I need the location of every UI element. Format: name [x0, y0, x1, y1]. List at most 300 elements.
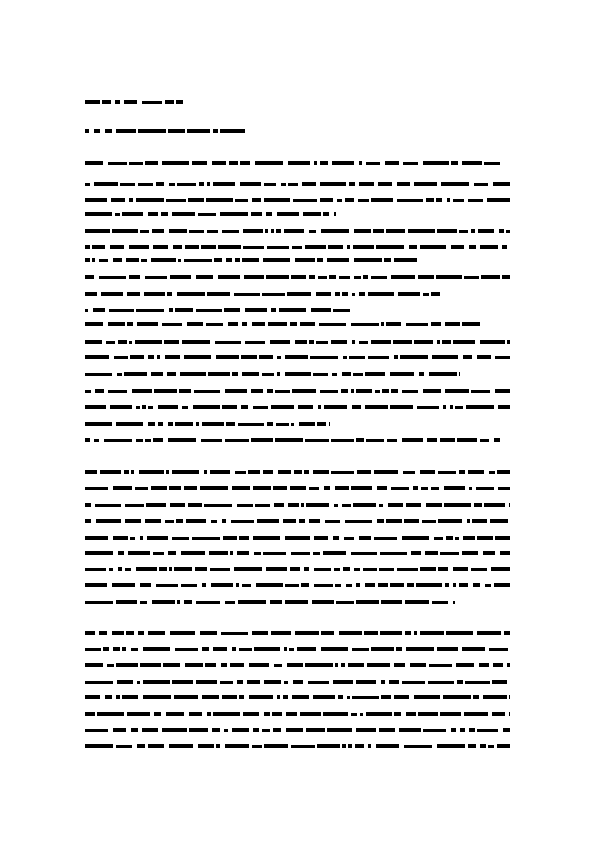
text-glyph-run [432, 355, 458, 359]
text-glyph-run [148, 631, 165, 635]
text-glyph-run [92, 258, 95, 262]
text-glyph-run [286, 728, 303, 732]
text-glyph-run [145, 519, 161, 523]
text-glyph-run [451, 728, 456, 732]
text-glyph-run [418, 712, 438, 716]
text-line [85, 551, 510, 555]
text-glyph-run [341, 389, 348, 393]
text-glyph-run [95, 389, 104, 393]
text-glyph-run [339, 631, 362, 635]
text-glyph-run [218, 245, 241, 249]
text-line [85, 647, 510, 651]
text-glyph-run [249, 663, 269, 667]
text-glyph-run [253, 406, 268, 409]
text-glyph-run [124, 470, 129, 474]
text-glyph-run [271, 405, 294, 409]
text-glyph-run [313, 470, 329, 474]
text-glyph-run [507, 340, 510, 344]
text-glyph-run [331, 471, 354, 474]
text-glyph-run [320, 198, 333, 202]
text-glyph-run [238, 600, 266, 604]
text-glyph-run [428, 681, 454, 684]
text-glyph-run [423, 729, 446, 732]
text-glyph-run [265, 229, 268, 233]
text-glyph-run [188, 198, 204, 202]
text-glyph-run [240, 161, 250, 165]
text-glyph-run [403, 471, 415, 474]
text-glyph-run [393, 340, 412, 344]
text-glyph-run [320, 182, 346, 186]
text-glyph-run [473, 583, 480, 587]
text-glyph-run [429, 664, 452, 667]
text-glyph-run [327, 728, 352, 732]
text-glyph-run [484, 162, 500, 165]
text-glyph-run [85, 212, 112, 216]
text-glyph-run [305, 245, 326, 249]
text-glyph-run [202, 422, 224, 426]
text-glyph-run [232, 647, 236, 651]
text-line [85, 198, 510, 202]
text-glyph-run [481, 275, 500, 279]
text-glyph-run [175, 422, 193, 426]
text-glyph-run [356, 583, 360, 587]
text-glyph-run [453, 340, 475, 344]
text-glyph-run [316, 292, 331, 296]
text-glyph-run [105, 129, 112, 133]
text-glyph-run [85, 355, 109, 359]
text-glyph-run [414, 182, 437, 186]
text-glyph-run [455, 406, 463, 409]
text-glyph-run [406, 503, 421, 507]
text-glyph-run [94, 182, 118, 186]
text-glyph-run [174, 567, 192, 571]
text-glyph-run [164, 340, 179, 344]
text-glyph-run [323, 551, 346, 555]
text-glyph-run [168, 129, 185, 133]
text-glyph-run [196, 309, 222, 312]
text-glyph-run [376, 245, 404, 249]
text-glyph-run [371, 647, 394, 651]
text-glyph-run [145, 439, 151, 442]
text-glyph-run [113, 486, 132, 490]
text-glyph-run [117, 680, 133, 684]
text-glyph-run [85, 340, 102, 344]
text-glyph-run [177, 183, 196, 186]
text-glyph-run [334, 568, 340, 571]
text-glyph-run [126, 631, 134, 635]
text-glyph-run [140, 601, 147, 604]
text-glyph-run [301, 503, 304, 507]
text-glyph-run [85, 487, 108, 490]
text-glyph-run [216, 744, 220, 748]
text-line [85, 695, 510, 699]
text-glyph-run [162, 728, 187, 732]
text-glyph-run [142, 405, 146, 409]
text-glyph-run [349, 356, 365, 359]
text-glyph-run [338, 695, 343, 699]
text-glyph-run [129, 245, 149, 249]
text-glyph-run [286, 712, 297, 716]
text-glyph-run [301, 583, 309, 587]
text-glyph-run [136, 309, 164, 312]
text-glyph-run [465, 681, 490, 684]
text-glyph-run [423, 161, 449, 165]
text-glyph-run [317, 258, 323, 262]
text-glyph-run [140, 536, 143, 540]
text-glyph-run [181, 584, 197, 587]
text-glyph-run [176, 519, 183, 523]
text-glyph-run [480, 744, 486, 748]
text-glyph-run [342, 504, 351, 507]
text-glyph-run [386, 519, 402, 523]
text-glyph-run [359, 536, 371, 540]
text-glyph-run [358, 199, 369, 202]
text-glyph-run [432, 601, 448, 604]
text-glyph-run [220, 681, 233, 684]
text-glyph-run [390, 372, 414, 376]
text-glyph-run [85, 322, 103, 326]
text-glyph-run [363, 568, 377, 571]
text-line [85, 100, 183, 104]
text-glyph-run [148, 355, 154, 359]
text-glyph-run [263, 470, 273, 474]
text-glyph-run [420, 631, 444, 635]
text-glyph-run [342, 744, 346, 748]
text-glyph-run [408, 229, 435, 233]
text-glyph-run [170, 503, 185, 507]
text-glyph-run [94, 439, 99, 442]
text-glyph-run [366, 162, 380, 165]
text-glyph-run [498, 405, 510, 409]
text-line [85, 712, 510, 716]
text-glyph-run [285, 372, 311, 376]
text-glyph-run [239, 536, 249, 540]
text-glyph-run [356, 600, 379, 604]
text-glyph-run [224, 729, 228, 732]
text-glyph-run [384, 258, 391, 262]
text-glyph-run [376, 744, 399, 748]
text-glyph-run [143, 695, 171, 699]
text-glyph-run [284, 681, 288, 684]
text-glyph-run [373, 229, 384, 233]
text-glyph-run [321, 631, 334, 635]
text-line [85, 680, 510, 684]
text-glyph-run [129, 198, 133, 202]
text-glyph-run [213, 129, 218, 133]
text-glyph-run [386, 229, 405, 233]
text-glyph-run [230, 663, 244, 667]
text-glyph-run [224, 308, 240, 312]
text-glyph-run [397, 199, 423, 202]
text-glyph-run [420, 245, 446, 249]
text-glyph-run [166, 712, 184, 716]
text-glyph-run [225, 744, 249, 748]
text-glyph-run [192, 161, 207, 165]
text-glyph-run [356, 728, 376, 732]
text-glyph-run [186, 519, 206, 523]
text-glyph-run [462, 322, 480, 326]
text-glyph-run [161, 212, 168, 216]
text-glyph-run [497, 470, 510, 474]
text-glyph-run [335, 584, 341, 587]
text-glyph-run [85, 161, 103, 165]
text-glyph-run [302, 182, 316, 186]
text-glyph-run [118, 567, 122, 571]
text-glyph-run [288, 503, 299, 507]
text-glyph-run [216, 355, 239, 359]
text-glyph-run [185, 663, 203, 667]
text-glyph-run [457, 680, 463, 684]
text-glyph-run [249, 695, 273, 699]
text-glyph-run [85, 183, 90, 186]
text-glyph-run [375, 390, 380, 393]
text-glyph-run [262, 373, 274, 376]
text-glyph-run [257, 519, 279, 523]
text-glyph-run [483, 551, 495, 555]
text-glyph-run [112, 229, 138, 233]
text-glyph-run [509, 712, 510, 716]
text-glyph-run [274, 503, 284, 507]
text-glyph-run [184, 355, 211, 359]
text-glyph-run [137, 322, 158, 326]
text-glyph-run [195, 567, 207, 571]
text-glyph-run [255, 504, 270, 507]
text-glyph-run [334, 504, 338, 507]
text-glyph-run [85, 568, 106, 571]
text-glyph-run [291, 423, 294, 426]
text-glyph-run [353, 373, 363, 376]
text-glyph-run [139, 470, 164, 474]
text-glyph-run [109, 568, 113, 571]
text-glyph-run [200, 631, 217, 635]
text-glyph-run [334, 212, 336, 216]
text-glyph-run [215, 341, 241, 344]
text-glyph-run [308, 681, 329, 684]
text-glyph-run [485, 584, 491, 587]
text-glyph-run [469, 728, 475, 732]
text-glyph-run [379, 504, 383, 507]
text-glyph-run [313, 552, 320, 555]
text-line [85, 322, 480, 326]
text-line [85, 503, 510, 507]
text-glyph-run [359, 292, 365, 296]
text-glyph-run [85, 503, 91, 507]
text-glyph-run [356, 680, 376, 684]
text-glyph-run [237, 551, 249, 555]
text-glyph-run [333, 309, 350, 312]
text-glyph-run [347, 696, 350, 699]
text-glyph-run [131, 728, 138, 732]
text-glyph-run [323, 212, 329, 216]
text-glyph-run [371, 340, 391, 344]
text-glyph-run [85, 100, 100, 104]
text-glyph-run [311, 308, 331, 312]
text-glyph-run [440, 552, 459, 555]
text-glyph-run [487, 198, 510, 202]
text-glyph-run [120, 183, 135, 186]
text-glyph-run [493, 663, 503, 667]
text-glyph-run [253, 486, 271, 490]
text-glyph-run [242, 322, 247, 326]
text-glyph-run [445, 389, 469, 393]
text-glyph-run [169, 567, 172, 571]
text-glyph-run [274, 664, 282, 667]
text-glyph-run [292, 695, 309, 699]
text-glyph-run [153, 552, 164, 555]
text-glyph-run [245, 341, 265, 344]
text-glyph-run [422, 520, 436, 523]
text-glyph-run [212, 728, 220, 732]
text-glyph-run [437, 340, 440, 344]
text-glyph-run [237, 504, 253, 507]
text-glyph-run [425, 551, 438, 555]
text-glyph-run [459, 230, 468, 233]
text-glyph-run [136, 567, 157, 571]
text-glyph-run [103, 647, 109, 651]
text-glyph-run [394, 695, 409, 699]
text-glyph-run [125, 568, 131, 571]
text-glyph-run [357, 470, 371, 474]
text-glyph-run [366, 712, 392, 716]
text-glyph-run [464, 712, 488, 716]
text-glyph-run [264, 680, 281, 684]
text-line [85, 182, 510, 186]
text-glyph-run [110, 245, 124, 249]
text-glyph-run [434, 537, 443, 540]
text-glyph-run [137, 681, 140, 684]
text-glyph-run [288, 161, 310, 165]
text-glyph-run [264, 183, 276, 186]
text-glyph-run [427, 438, 437, 442]
text-line [85, 438, 500, 442]
text-glyph-run [300, 712, 321, 716]
text-glyph-run [138, 631, 144, 635]
text-glyph-run [234, 567, 262, 571]
text-line [85, 519, 510, 523]
text-glyph-run [278, 470, 291, 474]
text-glyph-run [364, 631, 378, 635]
text-glyph-run [199, 182, 204, 186]
text-glyph-run [494, 583, 510, 587]
text-glyph-run [327, 258, 349, 262]
text-glyph-run [85, 744, 113, 748]
text-glyph-run [476, 487, 494, 490]
text-glyph-run [366, 439, 384, 442]
text-glyph-run [284, 647, 287, 651]
text-glyph-run [407, 583, 414, 587]
text-glyph-run [457, 438, 477, 442]
text-glyph-run [295, 258, 315, 262]
text-glyph-run [354, 568, 360, 571]
text-glyph-run [225, 439, 249, 442]
text-glyph-run [251, 212, 262, 216]
text-glyph-run [198, 213, 216, 216]
text-glyph-run [438, 519, 462, 523]
text-glyph-run [142, 728, 158, 732]
text-glyph-run [382, 389, 389, 393]
text-line [85, 422, 330, 426]
text-glyph-run [196, 422, 199, 426]
text-glyph-run [271, 308, 276, 312]
text-line [85, 308, 350, 312]
text-glyph-run [285, 584, 299, 587]
text-glyph-run [495, 536, 510, 540]
text-glyph-run [167, 292, 172, 296]
text-glyph-run [484, 503, 505, 507]
text-glyph-run [178, 259, 181, 262]
text-glyph-run [354, 229, 371, 233]
text-glyph-run [300, 322, 315, 326]
text-glyph-run [231, 520, 254, 523]
text-glyph-run [135, 487, 148, 490]
text-glyph-run [391, 275, 415, 279]
text-glyph-run [116, 129, 136, 133]
text-glyph-run [154, 389, 177, 393]
text-glyph-run [168, 438, 196, 442]
text-glyph-run [359, 341, 368, 344]
text-glyph-run [303, 212, 321, 216]
text-glyph-run [264, 198, 290, 202]
text-glyph-run [115, 100, 120, 104]
text-glyph-run [443, 405, 446, 409]
text-glyph-run [277, 356, 281, 359]
text-glyph-run [85, 729, 108, 732]
text-glyph-run [172, 537, 189, 540]
text-glyph-run [166, 470, 169, 474]
text-glyph-run [397, 568, 418, 571]
text-line [85, 129, 245, 133]
text-glyph-run [145, 161, 158, 165]
text-glyph-run [85, 258, 90, 262]
text-glyph-run [225, 601, 235, 604]
text-glyph-run [236, 583, 239, 587]
text-glyph-run [151, 258, 176, 262]
text-glyph-run [127, 322, 133, 326]
text-line [85, 389, 510, 393]
text-glyph-run [85, 405, 106, 409]
text-glyph-run [292, 246, 302, 249]
text-glyph-run [329, 275, 336, 279]
text-glyph-run [306, 728, 325, 732]
text-glyph-run [248, 470, 260, 474]
text-glyph-run [335, 292, 340, 296]
text-glyph-run [270, 340, 290, 344]
text-glyph-run [474, 503, 482, 507]
text-glyph-run [188, 503, 202, 507]
text-glyph-run [293, 680, 303, 684]
text-glyph-run [416, 583, 442, 587]
text-glyph-run [388, 503, 403, 507]
text-glyph-run [229, 161, 238, 165]
text-glyph-run [420, 470, 435, 474]
text-glyph-run [325, 520, 340, 523]
text-glyph-run [402, 390, 418, 393]
text-glyph-run [165, 100, 174, 104]
text-glyph-run [349, 182, 355, 186]
text-glyph-run [285, 355, 308, 359]
text-glyph-run [339, 276, 350, 279]
text-glyph-run [378, 583, 388, 587]
text-glyph-run [324, 405, 347, 409]
text-glyph-run [283, 695, 288, 699]
text-glyph-run [406, 647, 434, 651]
text-glyph-run [232, 486, 250, 490]
text-line [85, 728, 510, 732]
text-line [85, 663, 510, 667]
text-glyph-run [402, 536, 429, 540]
text-glyph-run [462, 551, 478, 555]
text-glyph-run [85, 712, 95, 716]
